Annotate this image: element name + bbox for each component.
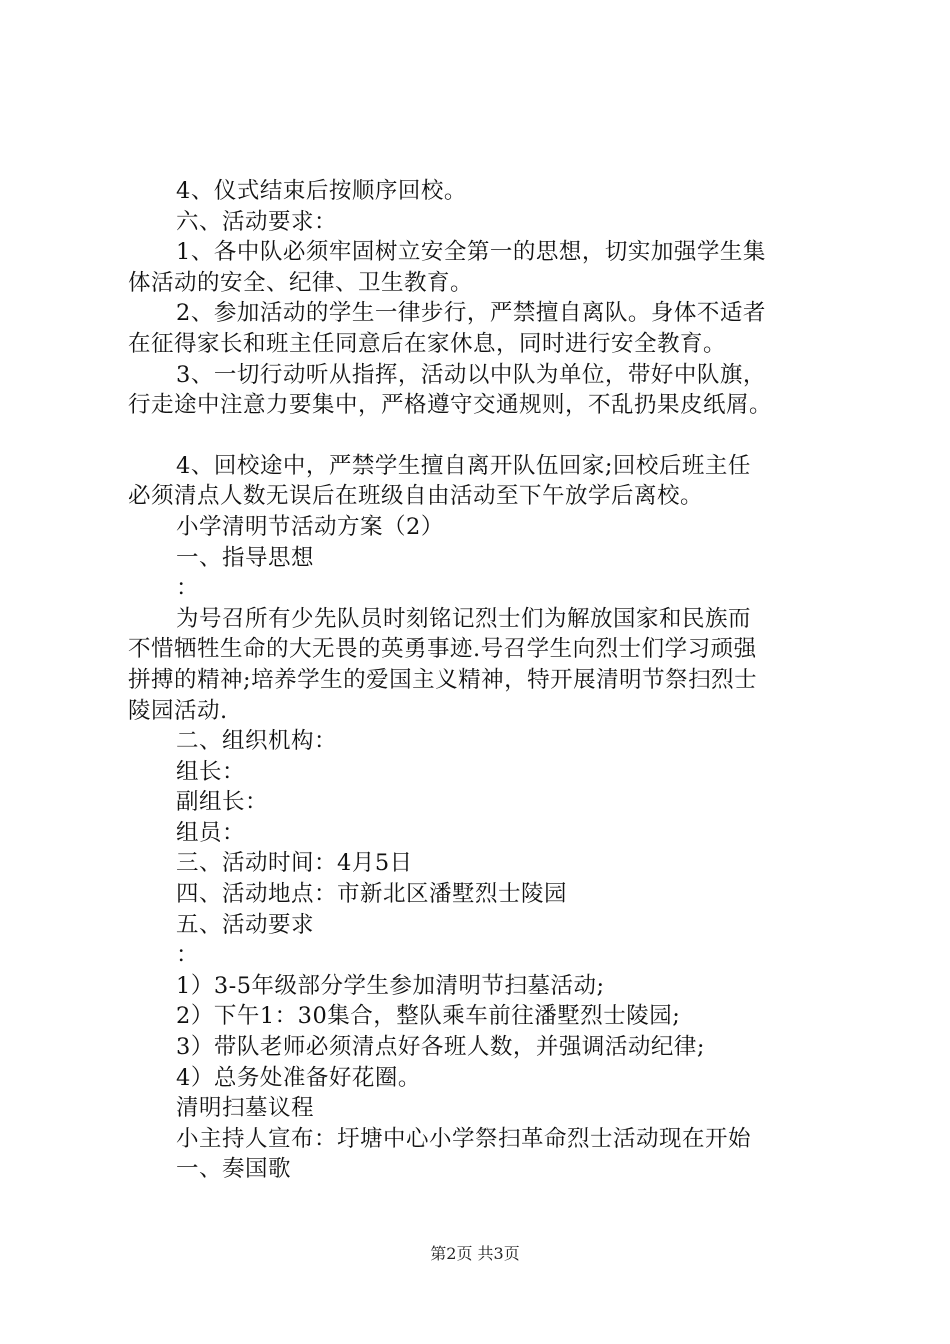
text-line: 必须清点人数无误后在班级自由活动至下午放学后离校。	[128, 483, 704, 510]
text-line: 2、参加活动的学生一律步行，严禁擅自离队。身体不适者	[176, 300, 766, 327]
section-heading: 一、奏国歌	[176, 1156, 292, 1183]
document-subtitle: 小学清明节活动方案（2）	[176, 513, 444, 540]
section-heading: 一、指导思想	[176, 544, 315, 571]
text-line: 4、回校途中，严禁学生擅自离开队伍回家;回校后班主任	[176, 452, 751, 479]
text-line: 陵园活动.	[128, 697, 228, 724]
text-line: 组员：	[176, 819, 246, 846]
section-heading: 二、组织机构：	[176, 728, 338, 755]
text-line: 不惜牺牲生命的大无畏的英勇事迹.号召学生向烈士们学习顽强	[128, 636, 757, 663]
section-heading: 清明扫墓议程	[176, 1095, 315, 1122]
section-heading: 四、活动地点：市新北区潘墅烈士陵园	[176, 881, 568, 908]
document-body	[128, 176, 848, 1185]
text-line: 拼搏的精神;培养学生的爱国主义精神，特开展清明节祭扫烈士	[128, 666, 758, 693]
text-line: 副组长：	[176, 789, 269, 816]
text-line: ：	[176, 575, 200, 602]
section-heading: 六、活动要求：	[176, 208, 338, 235]
page-number-footer: 第2页 共3页	[430, 1244, 520, 1263]
text-line: 4、仪式结束后按顺序回校。	[176, 178, 467, 204]
list-item: 2）下午1：30集合，整队乘车前往潘墅烈士陵园;	[176, 1003, 681, 1030]
text-line: 小主持人宣布：圩塘中心小学祭扫革命烈士活动现在开始	[176, 1125, 752, 1152]
text-line: 行走途中注意力要集中，严格遵守交通规则，不乱扔果皮纸屑。	[128, 392, 773, 419]
text-line: 在征得家长和班主任同意后在家休息，同时进行安全教育。	[128, 330, 727, 357]
text-line: 3、一切行动听从指挥，活动以中队为单位，带好中队旗，	[176, 361, 766, 388]
paragraph-gap	[128, 421, 848, 451]
text-line: 为号召所有少先队员时刻铭记烈士们为解放国家和民族而	[176, 605, 752, 632]
list-item: 3）带队老师必须清点好各班人数，并强调活动纪律;	[176, 1034, 705, 1061]
section-heading: 三、活动时间：4月5日	[176, 850, 413, 877]
text-line: ：	[176, 942, 200, 969]
section-heading: 五、活动要求	[176, 911, 315, 938]
list-item: 1）3-5年级部分学生参加清明节扫墓活动;	[176, 972, 605, 999]
list-item: 4）总务处准备好花圈。	[176, 1064, 421, 1091]
text-line: 1、各中队必须牢固树立安全第一的思想，切实加强学生集	[176, 239, 766, 266]
text-line: 组长：	[176, 758, 246, 785]
text-line: 体活动的安全、纪律、卫生教育。	[128, 269, 474, 296]
